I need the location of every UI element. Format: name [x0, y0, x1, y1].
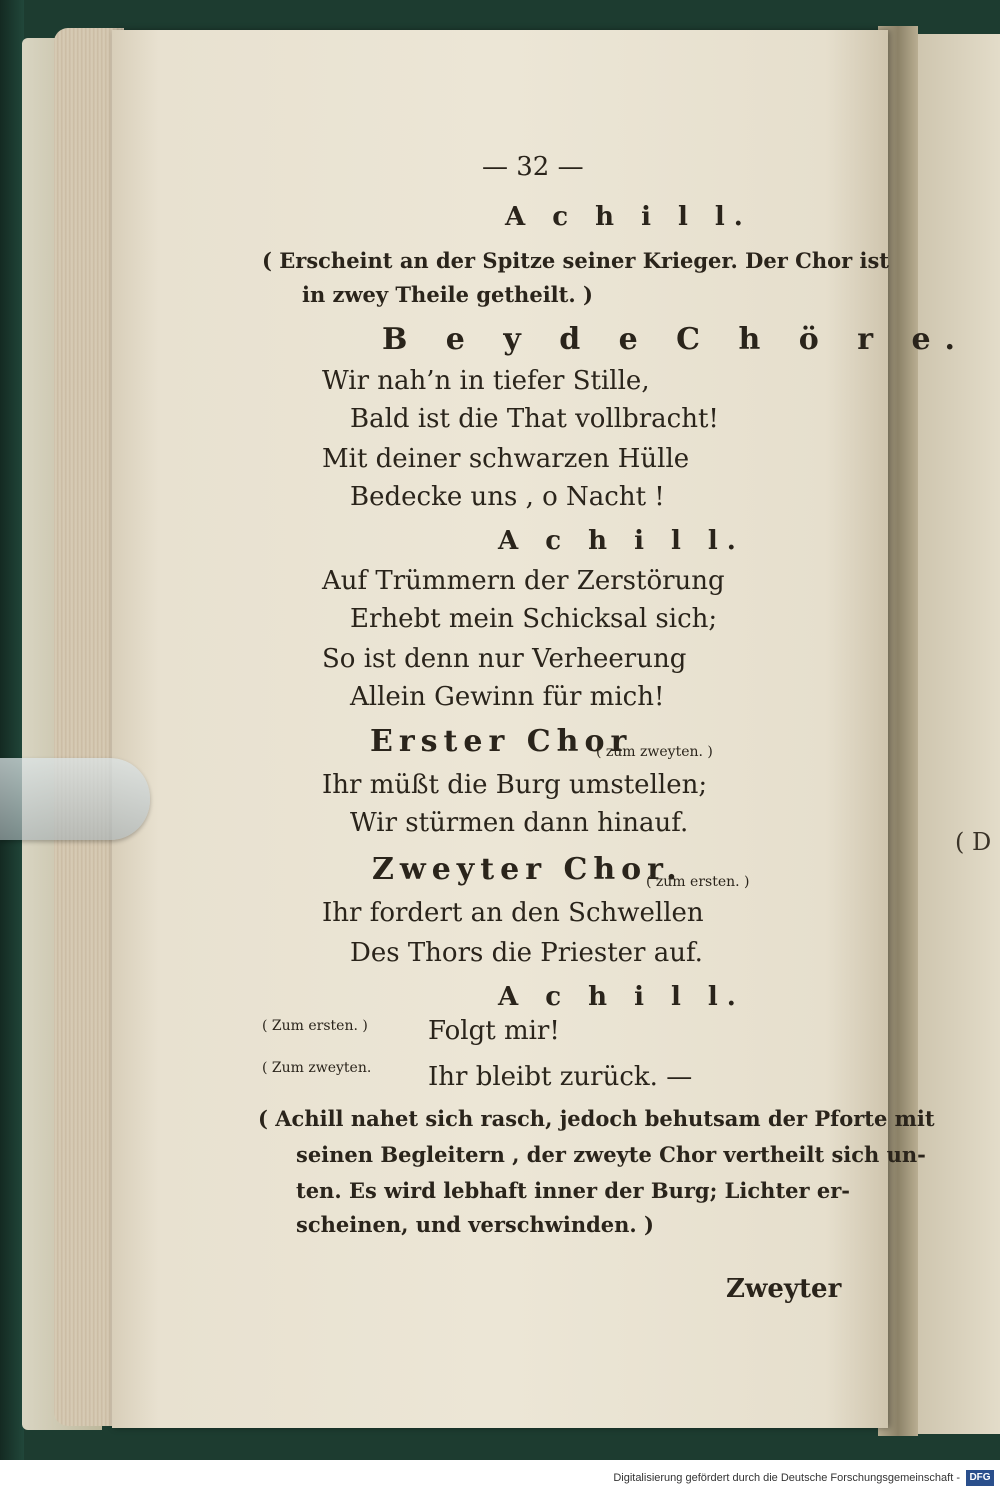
- facing-page-fragment: ( D: [955, 828, 992, 856]
- stage-direction-inline: ( zum zweyten. ): [596, 744, 713, 760]
- speaker-achill: A c h i l l.: [498, 982, 745, 1012]
- speaker-achill: A c h i l l.: [505, 202, 752, 232]
- speaker-beyde-choere: B e y d e C h ö r e.: [382, 322, 969, 357]
- verse-line: Des Thors die Priester auf.: [350, 938, 703, 968]
- speaker-erster-chor: Erster Chor: [370, 724, 633, 759]
- speaker-achill: A c h i l l.: [498, 526, 745, 556]
- background-left: [0, 0, 24, 1460]
- verse-line: Auf Trümmern der Zerstörung: [322, 566, 725, 596]
- stage-direction-line: ten. Es wird lebhaft inner der Burg; Lichter er-: [296, 1178, 851, 1203]
- stage-direction-line: scheinen, und verschwinden. ): [296, 1212, 654, 1237]
- verse-line: Mit deiner schwarzen Hülle: [322, 444, 690, 474]
- verse-line: Ihr fordert an den Schwellen: [322, 898, 704, 928]
- verse-line: Bedecke uns , o Nacht !: [350, 482, 665, 512]
- verse-line: Erhebt mein Schicksal sich;: [350, 604, 718, 634]
- stage-direction-line: seinen Begleitern , der zweyte Chor vertheilt sich un-: [296, 1142, 926, 1167]
- catchword: Zweyter: [726, 1274, 842, 1304]
- stage-direction-inline: ( Zum ersten. ): [262, 1018, 368, 1034]
- verse-line: Ihr müßt die Burg umstellen;: [322, 770, 708, 800]
- stage-direction-line: in zwey Theile getheilt. ): [302, 282, 593, 307]
- page-number: — 32 —: [482, 152, 584, 182]
- facing-page: [912, 34, 1000, 1434]
- page-clip: [0, 758, 150, 840]
- dfg-logo: DFG: [966, 1470, 994, 1486]
- verse-line: Bald ist die That vollbracht!: [350, 404, 719, 434]
- verse-line: Allein Gewinn für mich!: [350, 682, 665, 712]
- verse-line: Ihr bleibt zurück. —: [428, 1062, 693, 1092]
- speaker-zweyter-chor: Zweyter Chor.: [372, 852, 683, 887]
- verse-line: Folgt mir!: [428, 1016, 560, 1046]
- stage-direction-line: ( Erscheint an der Spitze seiner Krieger. Der Chor ist: [262, 248, 889, 273]
- stage-direction-inline: ( Zum zweyten.: [262, 1060, 372, 1076]
- verse-line: Wir nah’n in tiefer Stille,: [322, 366, 650, 396]
- verse-line: So ist denn nur Verheerung: [322, 644, 687, 674]
- verse-line: Wir stürmen dann hinauf.: [350, 808, 689, 838]
- stage-direction-inline: ( zum ersten. ): [646, 874, 750, 890]
- footer-credit: Digitalisierung gefördert durch die Deutsche Forschungsgemeinschaft -: [613, 1472, 960, 1484]
- stage-direction-line: ( Achill nahet sich rasch, jedoch behutsam der Pforte mit: [258, 1106, 935, 1131]
